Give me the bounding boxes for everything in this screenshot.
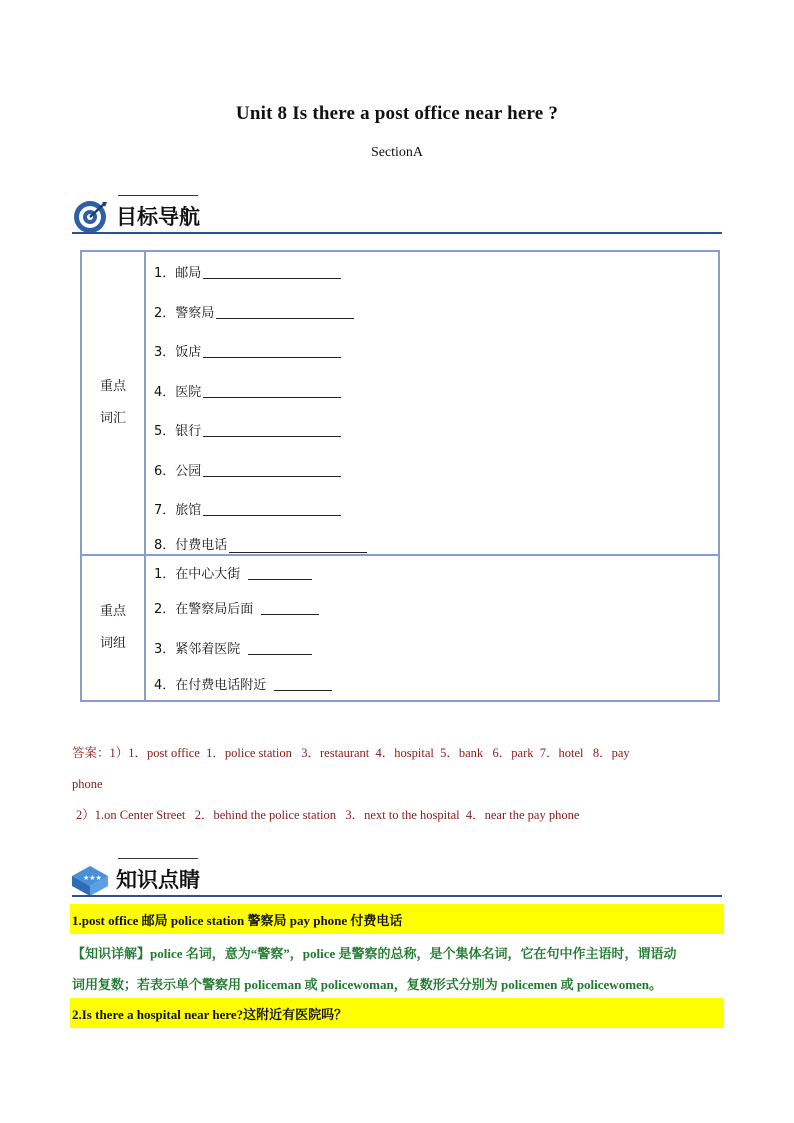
vocab-item xyxy=(146,371,718,411)
vocab-items-cell xyxy=(145,251,719,555)
section-label-points: 知识点睛 xyxy=(116,868,200,892)
section-header-goals xyxy=(72,195,722,235)
phrase-row xyxy=(81,555,719,701)
section-bottomline xyxy=(72,232,722,234)
answers-line1-wrap: phone xyxy=(72,777,103,791)
vocab-item xyxy=(146,292,718,332)
vocab-item xyxy=(146,410,718,450)
point-1-detail-line1: 【知识详解】police 名词，意为“警察”，police 是警察的总称，是个集体名词，它在句中作主语时，谓语动 xyxy=(72,946,677,961)
answer-blank xyxy=(261,600,319,615)
vocab-item-label: 7．旅馆 xyxy=(154,503,202,519)
phrase-heading-line2: 词组 xyxy=(99,636,126,651)
answers-line2: 2）1.on Center Street 2．behind the police station 3．next to the hospital 4．near the pay phone xyxy=(76,808,580,822)
vocab-item-label: 2．警察局 xyxy=(154,305,215,321)
point-1-detail-line2: 词用复数；若表示单个警察用 policeman 或 policewoman，复数形式分别为 policemen 或 policewomen。 xyxy=(72,977,663,992)
answer-blank xyxy=(203,264,341,279)
phrase-items-cell xyxy=(145,555,719,701)
phrase-item-label: 2．在警察局后面 xyxy=(154,602,254,617)
answer-blank xyxy=(229,538,367,553)
phrase-item-label: 3．紧邻着医院 xyxy=(154,641,241,657)
point-1-title: 1.post office 邮局 police station 警察局 pay phone 付费电话 xyxy=(70,904,724,934)
section-bottomline xyxy=(72,895,722,897)
answer-blank xyxy=(203,422,341,437)
answer-blank xyxy=(203,501,341,516)
vocab-heading-line2: 词汇 xyxy=(99,411,126,426)
vocab-item-label: 8．付费电话 xyxy=(154,537,228,553)
answer-blank xyxy=(216,304,354,319)
book-stars-icon xyxy=(70,862,110,898)
answer-blank xyxy=(203,383,341,398)
phrase-item-label: 1．在中心大街 xyxy=(154,566,241,582)
section-topline xyxy=(118,858,198,859)
vocab-row xyxy=(81,251,719,555)
goal-table xyxy=(80,250,720,702)
phrase-heading-line1: 重点 xyxy=(99,604,126,619)
page-subtitle: SectionA xyxy=(370,145,424,160)
answers-line1: 答案：1）1．post office 1．police station 3．restaurant 4．hospital 5．bank 6．park 7．hotel 8．pay xyxy=(72,746,630,760)
phrase-heading xyxy=(81,555,145,701)
svg-text:★★★: ★★★ xyxy=(83,874,102,882)
section-label-goals: 目标导航 xyxy=(116,205,200,229)
vocab-item xyxy=(146,489,718,529)
page-title: Unit 8 Is there a post office near here ? xyxy=(235,103,559,124)
vocab-item-label: 4．医院 xyxy=(154,384,202,400)
answer-blank xyxy=(203,343,341,358)
answer-blank xyxy=(248,640,312,655)
phrase-item-label: 4．在付费电话附近 xyxy=(154,678,267,693)
vocab-heading-line1: 重点 xyxy=(99,379,126,394)
vocab-item-label: 5．银行 xyxy=(154,424,202,440)
answer-blank xyxy=(203,462,341,477)
phrase-item xyxy=(146,556,718,588)
vocab-item xyxy=(146,450,718,490)
vocab-item xyxy=(146,252,718,292)
answer-blank xyxy=(274,676,332,691)
section-header-points xyxy=(72,858,722,898)
point-2-title: 2.Is there a hospital near here?这附近有医院吗？ xyxy=(70,998,724,1028)
vocab-item-label: 6．公园 xyxy=(154,463,202,479)
phrase-item xyxy=(146,627,718,667)
point-1-detail xyxy=(72,938,724,1000)
vocab-item-label: 3．饭店 xyxy=(154,345,202,361)
answer-blank xyxy=(248,565,312,580)
answers-block xyxy=(72,738,724,831)
vocab-item xyxy=(146,529,718,553)
vocab-item-label: 1．邮局 xyxy=(154,266,202,282)
vocab-heading xyxy=(81,251,145,555)
vocab-item xyxy=(146,331,718,371)
section-topline xyxy=(118,195,198,196)
phrase-item xyxy=(146,667,718,700)
phrase-item xyxy=(146,588,718,627)
target-icon xyxy=(72,199,108,235)
